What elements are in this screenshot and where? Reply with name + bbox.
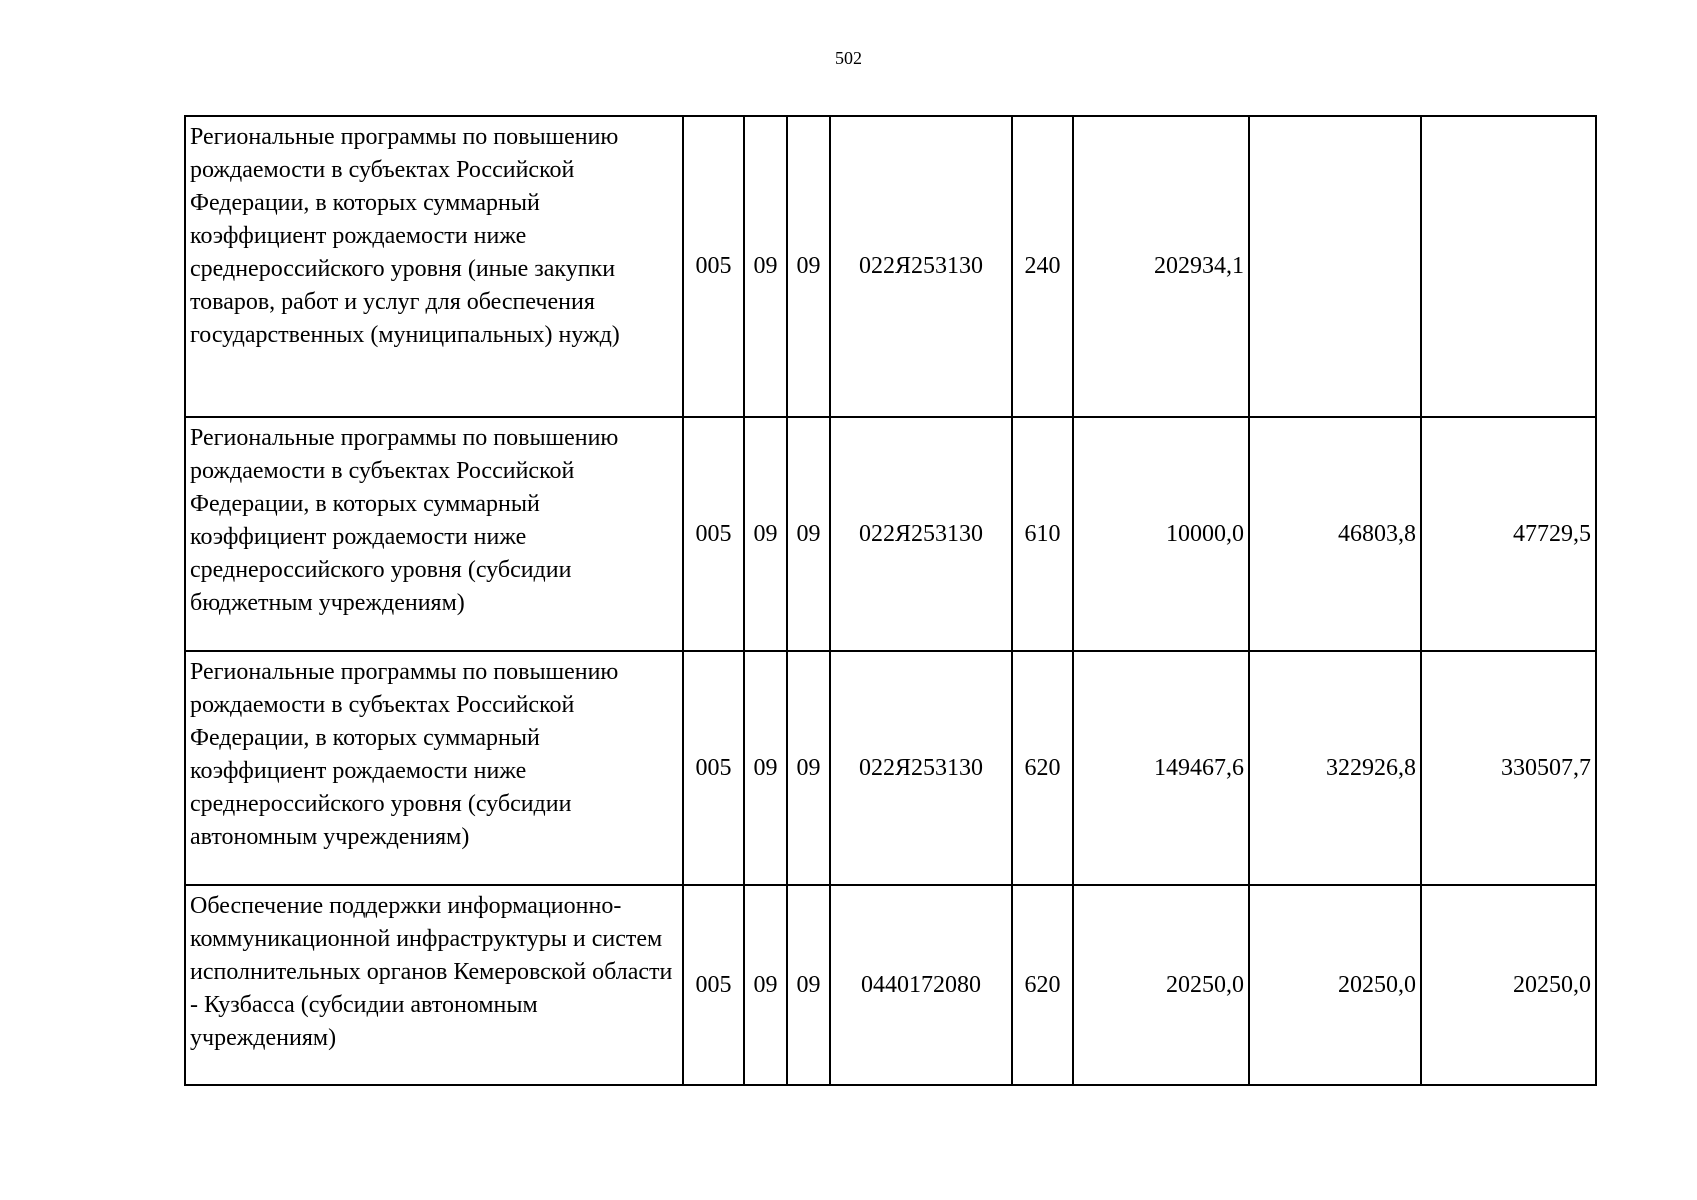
target-article-code: 022Я253130 — [830, 116, 1012, 417]
row-description: Региональные программы по повышению рождаемости в субъектах Российской Федерации, в которых суммарный коэффициент рождаемости ниже среднероссийского уровня (иные закупки товаров, работ и услуг для обеспечения государственных (муниципальных) нужд) — [185, 116, 683, 417]
target-article-code: 022Я253130 — [830, 651, 1012, 885]
amount-3: 330507,7 — [1421, 651, 1596, 885]
section-code: 09 — [744, 116, 787, 417]
expense-type-code: 620 — [1012, 885, 1073, 1085]
amount-1: 10000,0 — [1073, 417, 1249, 651]
expense-type-code: 610 — [1012, 417, 1073, 651]
row-description: Обеспечение поддержки информационно-коммуникационной инфраструктуры и систем исполнительных органов Кемеровской области - Кузбасса (субсидии автономным учреждениям) — [185, 885, 683, 1085]
target-article-code: 0440172080 — [830, 885, 1012, 1085]
target-article-code: 022Я253130 — [830, 417, 1012, 651]
ministry-code: 005 — [683, 116, 744, 417]
subsection-code: 09 — [787, 116, 830, 417]
table-row — [185, 651, 1596, 885]
table-row — [185, 116, 1596, 417]
row-description: Региональные программы по повышению рождаемости в субъектах Российской Федерации, в которых суммарный коэффициент рождаемости ниже среднероссийского уровня (субсидии бюджетным учреждениям) — [185, 417, 683, 651]
amount-3: 47729,5 — [1421, 417, 1596, 651]
ministry-code: 005 — [683, 417, 744, 651]
table-row — [185, 417, 1596, 651]
amount-2: 20250,0 — [1249, 885, 1421, 1085]
expense-type-code: 620 — [1012, 651, 1073, 885]
section-code: 09 — [744, 417, 787, 651]
subsection-code: 09 — [787, 417, 830, 651]
table-row — [185, 885, 1596, 1085]
section-code: 09 — [744, 651, 787, 885]
ministry-code: 005 — [683, 885, 744, 1085]
amount-3: 20250,0 — [1421, 885, 1596, 1085]
amount-2: 322926,8 — [1249, 651, 1421, 885]
section-code: 09 — [744, 885, 787, 1085]
budget-table — [184, 115, 1597, 1086]
amount-2: 46803,8 — [1249, 417, 1421, 651]
subsection-code: 09 — [787, 885, 830, 1085]
amount-1: 149467,6 — [1073, 651, 1249, 885]
page-number: 502 — [835, 48, 862, 68]
amount-1: 202934,1 — [1073, 116, 1249, 417]
ministry-code: 005 — [683, 651, 744, 885]
row-description: Региональные программы по повышению рождаемости в субъектах Российской Федерации, в которых суммарный коэффициент рождаемости ниже среднероссийского уровня (субсидии автономным учреждениям) — [185, 651, 683, 885]
amount-3 — [1421, 116, 1596, 417]
amount-2 — [1249, 116, 1421, 417]
amount-1: 20250,0 — [1073, 885, 1249, 1085]
subsection-code: 09 — [787, 651, 830, 885]
expense-type-code: 240 — [1012, 116, 1073, 417]
